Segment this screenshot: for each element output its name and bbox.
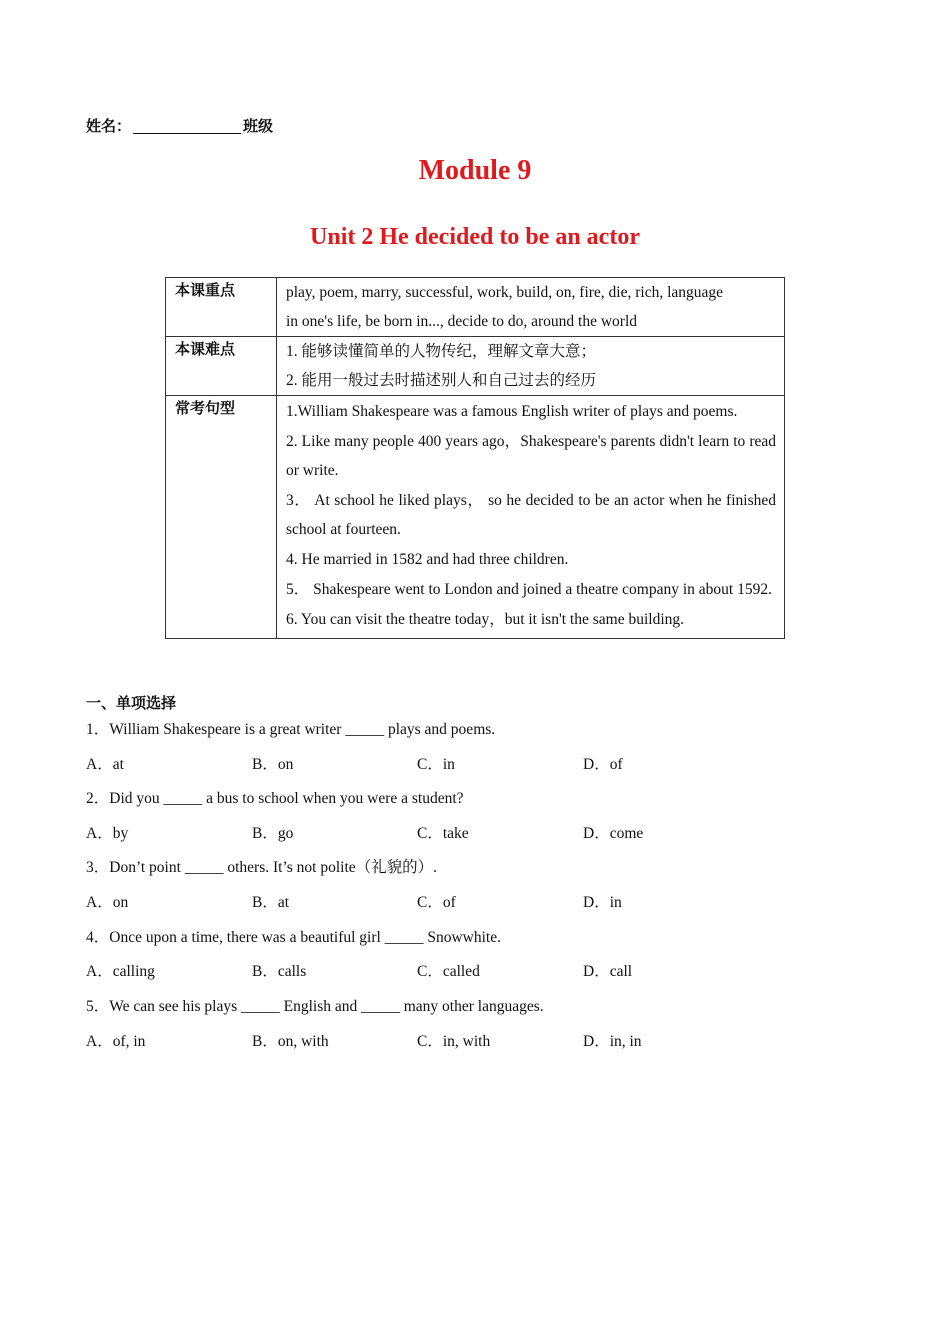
option-d[interactable]: D．come xyxy=(583,825,644,842)
sentence-line: 6. You can visit the theatre today，but it isn't the same building. xyxy=(286,611,684,628)
option-d[interactable]: D．in, in xyxy=(583,1033,642,1050)
option-a[interactable]: A．by xyxy=(86,825,129,842)
module-title: Module 9 xyxy=(418,155,532,186)
question-stem: 1．William Shakespeare is a great writer _____ plays and poems. xyxy=(86,721,496,738)
sentence-line: 5． Shakespeare went to London and joined a theatre company in about 1592. xyxy=(286,581,772,598)
option-d[interactable]: D．call xyxy=(583,963,633,980)
section-title: 一、单项选择 xyxy=(86,694,177,712)
question-stem: 4．Once upon a time, there was a beautiful girl _____ Snowwhite. xyxy=(86,929,501,946)
question-options xyxy=(86,890,786,912)
name-class-line xyxy=(86,115,273,136)
option-a[interactable]: A．at xyxy=(86,756,124,773)
question-options xyxy=(86,1029,786,1051)
sentence-line: 2. Like many people 400 years ago，Shakespeare's parents didn't learn to read or write. xyxy=(286,433,776,479)
option-d[interactable]: D．of xyxy=(583,756,623,773)
name-label: 姓名： xyxy=(86,117,132,135)
option-a[interactable]: A．of, in xyxy=(86,1033,146,1050)
key-points-line: in one's life, be born in..., decide to do, around the world xyxy=(286,313,638,330)
question-options xyxy=(86,821,786,843)
option-b[interactable]: B．at xyxy=(252,894,290,911)
key-points-content xyxy=(277,278,785,337)
difficult-points-line: 1. 能够读懂简单的人物传纪，理解文章大意； xyxy=(286,343,597,360)
option-a[interactable]: A．calling xyxy=(86,963,155,980)
option-b[interactable]: B．on, with xyxy=(252,1033,329,1050)
question-stem: 3．Don’t point _____ others. It’s not polite（礼貌的）. xyxy=(86,859,438,876)
option-c[interactable]: C．in, with xyxy=(417,1033,491,1050)
question-options xyxy=(86,752,786,774)
question-stem: 2．Did you _____ a bus to school when you were a student? xyxy=(86,790,464,807)
class-label: 班级 xyxy=(243,117,274,135)
option-c[interactable]: C．in xyxy=(417,756,455,773)
name-blank[interactable] xyxy=(133,117,241,134)
key-points-line: play, poem, marry, successful, work, build, on, fire, die, rich, language xyxy=(286,284,724,301)
sentence-line: 4. He married in 1582 and had three children. xyxy=(286,551,569,568)
difficult-points-line: 2. 能用一般过去时描述别人和自己过去的经历 xyxy=(286,372,597,389)
option-c[interactable]: C．take xyxy=(417,825,469,842)
difficult-points-content xyxy=(277,337,785,396)
question-options xyxy=(86,959,786,981)
summary-table xyxy=(165,277,785,639)
question-stem: 5．We can see his plays _____ English and _____ many other languages. xyxy=(86,998,544,1015)
common-sentences-row xyxy=(166,396,785,639)
common-sentences-content xyxy=(277,396,785,639)
key-points-label: 本课重点 xyxy=(166,278,277,337)
common-sentences-label: 常考句型 xyxy=(166,396,277,639)
unit-title: Unit 2 He decided to be an actor xyxy=(310,224,640,250)
option-b[interactable]: B．go xyxy=(252,825,294,842)
option-b[interactable]: B．calls xyxy=(252,963,307,980)
sentence-line: 1.William Shakespeare was a famous English writer of plays and poems. xyxy=(286,403,738,420)
option-a[interactable]: A．on xyxy=(86,894,129,911)
key-points-row xyxy=(166,278,785,337)
option-c[interactable]: C．of xyxy=(417,894,456,911)
option-c[interactable]: C．called xyxy=(417,963,480,980)
difficult-points-label: 本课难点 xyxy=(166,337,277,396)
option-b[interactable]: B．on xyxy=(252,756,294,773)
option-d[interactable]: D．in xyxy=(583,894,622,911)
sentence-line: 3． At school he liked plays， so he decided to be an actor when he finished school at fourteen. xyxy=(286,492,776,538)
difficult-points-row xyxy=(166,337,785,396)
